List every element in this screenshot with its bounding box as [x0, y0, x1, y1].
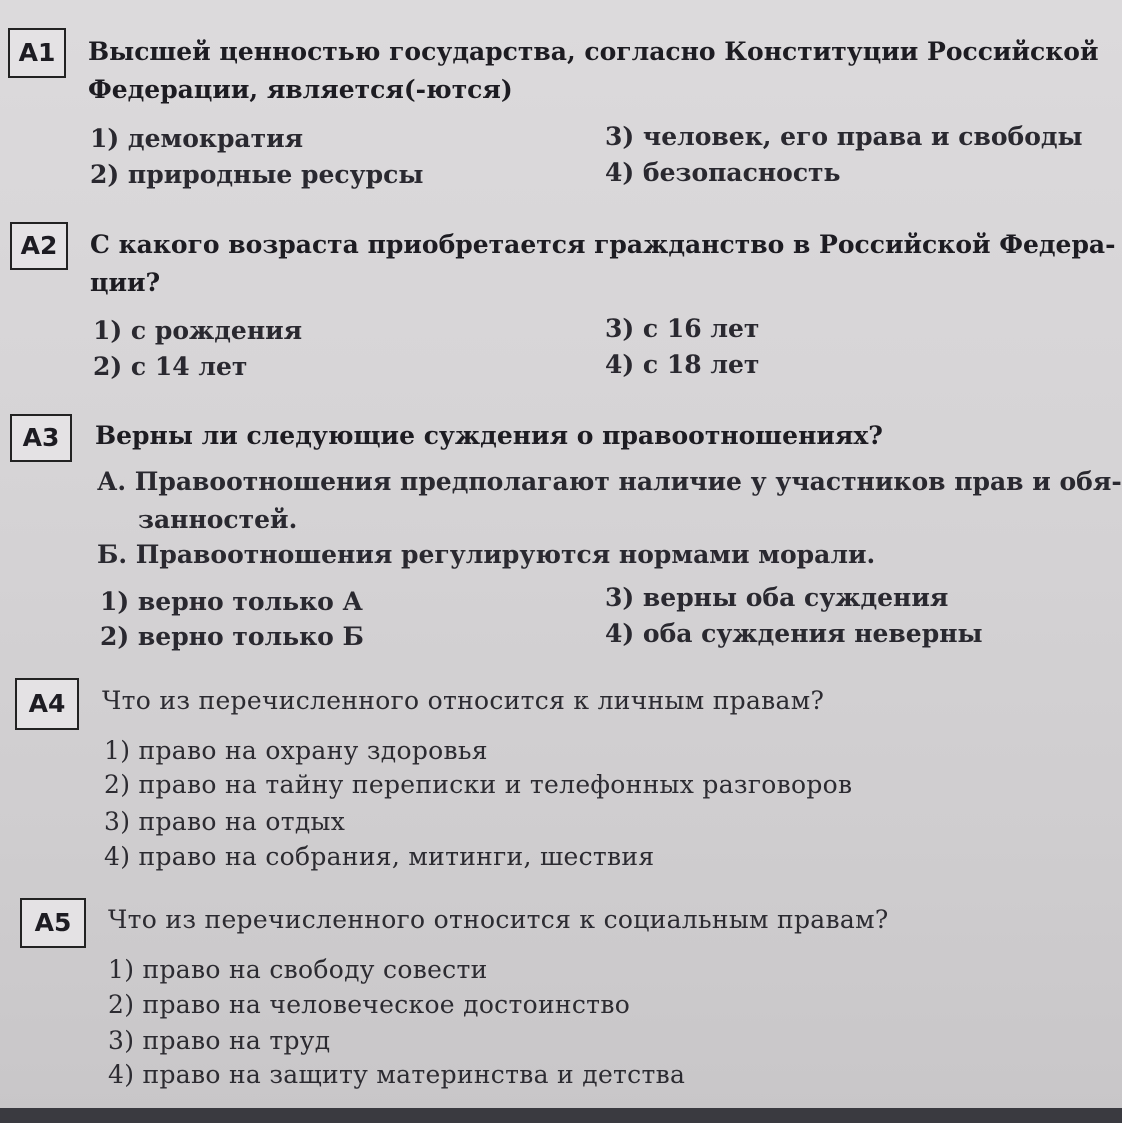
page-bottom-edge	[0, 1108, 1122, 1123]
answer-option: 1) демократия	[90, 124, 304, 153]
statement-a-continuation: занностей.	[138, 505, 298, 534]
question-text: Высшей ценностью государства, согласно Конституции Российской	[88, 37, 1099, 66]
answer-option: 1) верно только А	[100, 587, 363, 616]
statement-b: Б. Правоотношения регулируются нормами морали.	[97, 540, 876, 569]
answer-option: 1) право на охрану здоровья	[104, 736, 488, 765]
answer-option: 3) право на отдых	[104, 807, 346, 836]
answer-option: 4) безопасность	[605, 158, 841, 187]
answer-option: 1) право на свободу совести	[108, 955, 488, 984]
answer-option: 3) право на труд	[108, 1026, 331, 1055]
answer-option: 4) право на защиту материнства и детства	[108, 1060, 686, 1089]
question-number-box: A2	[10, 222, 68, 270]
question-number-box: A1	[8, 28, 66, 78]
answer-option: 2) право на человеческое достоинство	[108, 990, 631, 1019]
answer-option: 3) человек, его права и свободы	[605, 122, 1083, 151]
answer-option: 1) с рождения	[93, 316, 303, 345]
question-text: ции?	[90, 268, 161, 297]
question-text: С какого возраста приобретается гражданство в Российской Федера-	[90, 230, 1116, 259]
question-number-box: A5	[20, 898, 86, 948]
question-text: Что из перечисленного относится к социальным правам?	[108, 905, 889, 934]
answer-option: 3) с 16 лет	[605, 314, 760, 343]
question-number-box: A4	[15, 678, 79, 730]
question-number-box: A3	[10, 414, 72, 462]
question-text: Федерации, является(-ются)	[88, 75, 513, 104]
answer-option: 2) природные ресурсы	[90, 160, 424, 189]
answer-option: 2) с 14 лет	[93, 352, 248, 381]
answer-option: 4) право на собрания, митинги, шествия	[104, 842, 655, 871]
answer-option: 2) право на тайну переписки и телефонных разговоров	[104, 770, 853, 799]
answer-option: 2) верно только Б	[100, 622, 364, 651]
answer-option: 4) оба суждения неверны	[605, 619, 983, 648]
question-text: Что из перечисленного относится к личным правам?	[102, 686, 825, 715]
statement-a: А. Правоотношения предполагают наличие у участников прав и обя-	[97, 467, 1122, 496]
question-text: Верны ли следующие суждения о правоотношениях?	[95, 421, 883, 450]
answer-option: 4) с 18 лет	[605, 350, 760, 379]
answer-option: 3) верны оба суждения	[605, 583, 949, 612]
